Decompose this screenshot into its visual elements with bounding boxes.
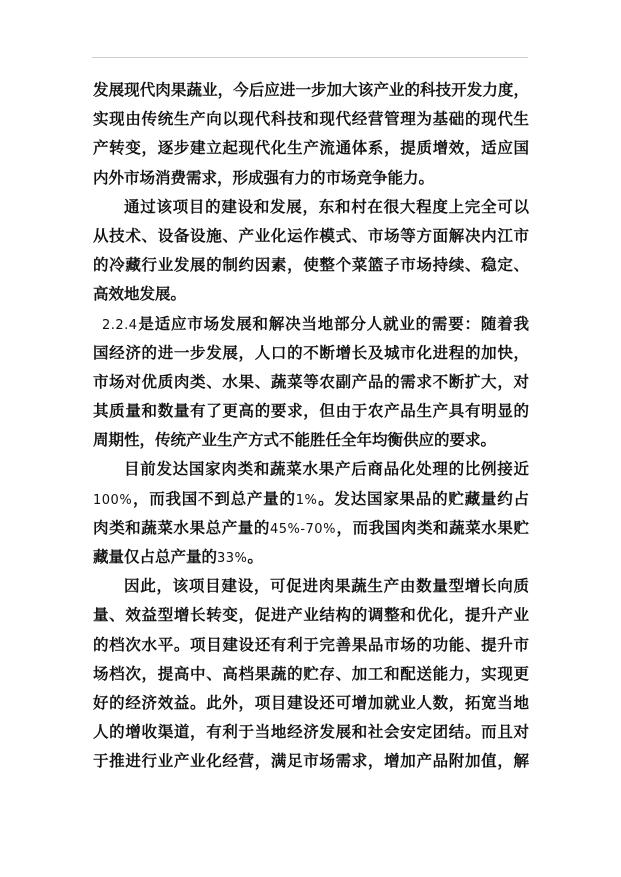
paragraph-3-line-5: 周期性，传统产业生产方式不能胜任全年均衡供应的要求。 [93,431,497,450]
paragraph-5-line-5: 好的经济效益。此外，项目建设还可增加就业人数，拓宽当地 [93,693,529,712]
paragraph-4-line-4-text-b: 。 [247,548,263,566]
paragraph-2-line-1: 通过该项目的建设和发展，东和村在很大程度上完全可以 [124,197,529,216]
paragraph-5-line-7: 于推进行业产业化经营，满足市场需求，增加产品附加值，解 [93,752,529,771]
section-heading: 是适应市场发展和解决当地部分人就业的需要： [137,314,481,333]
section-number: 2.2.4 [102,317,138,333]
paragraph-4-line-3 [93,514,529,543]
paragraph-5-line-3: 的档次水平。项目建设还有利于完善果品市场的功能、提升市 [93,635,529,654]
section-first-line-rest: 随着我 [480,314,529,333]
percent-33: 33% [217,551,248,566]
percent-100: 100% [93,492,133,508]
paragraph-5-line-1: 因此，该项目建设，可促进肉果蔬生产由数量型增长向质 [124,577,529,596]
paragraph-4-line-4-text-a: 藏量仅占总产量的 [93,548,218,566]
paragraph-2-line-2: 从技术、设备设施、产业化运作模式、市场等方面解决内江市 [93,226,529,245]
paragraph-5-line-2: 量、效益型增长转变，促进产业结构的调整和优化，提升产业 [93,606,529,625]
paragraph-2-line-3: 的冷藏行业发展的制约因素，使整个菜篮子市场持续、稳定、 [93,256,529,275]
body-text [93,76,529,777]
paragraph-4-line-2 [93,485,529,514]
paragraph-1-line-2: 实现由传统生产向以现代科技和现代经营管理为基础的现代生 [93,110,529,129]
paragraph-1-line-4: 内外市场消费需求，形成强有力的市场竞争能力。 [93,168,435,187]
paragraph-5-line-4: 场档次，提高中、高档果蔬的贮存、加工和配送能力，实现更 [93,664,529,683]
paragraph-1-line-1: 发展现代肉果蔬业，今后应进一步加大该产业的科技开发力度， [93,81,529,99]
paragraph-3-line-4: 其质量和数量有了更高的要求，但由于农产品生产具有明显的 [93,402,529,421]
section-2-2-4-heading-line [93,310,529,339]
paragraph-4-line-2-text-b: 。发达国家果品的贮藏量约占 [317,489,529,508]
paragraph-4-line-2-text-a: ，而我国不到总产量的 [132,489,296,508]
paragraph-4-line-3-text-a: 肉类和蔬菜水果总产量的 [93,518,270,537]
percent-range: 45%-70% [269,521,336,537]
paragraph-3-line-3: 市场对优质肉类、水果、蔬菜等农副产品的需求不断扩大，对 [93,372,529,391]
paragraph-1-line-3: 产转变，逐步建立起现代化生产流通体系，提质增效，适应国 [93,139,529,158]
percent-1: 1% [295,492,318,508]
paragraph-5-line-6: 人的增收渠道，有利于当地经济发展和社会安定团结。而且对 [93,723,529,742]
header-divider [92,57,528,58]
paragraph-2-line-4: 高效地发展。 [93,285,187,304]
paragraph-4-line-4 [93,543,529,572]
paragraph-3-line-2: 国经济的进一步发展，人口的不断增长及城市化进程的加快， [93,343,529,362]
paragraph-4-line-1: 目前发达国家肉类和蔬菜水果产后商品化处理的比例接近 [124,460,529,479]
paragraph-4-line-3-text-b: ，而我国肉类和蔬菜水果贮 [335,518,529,537]
